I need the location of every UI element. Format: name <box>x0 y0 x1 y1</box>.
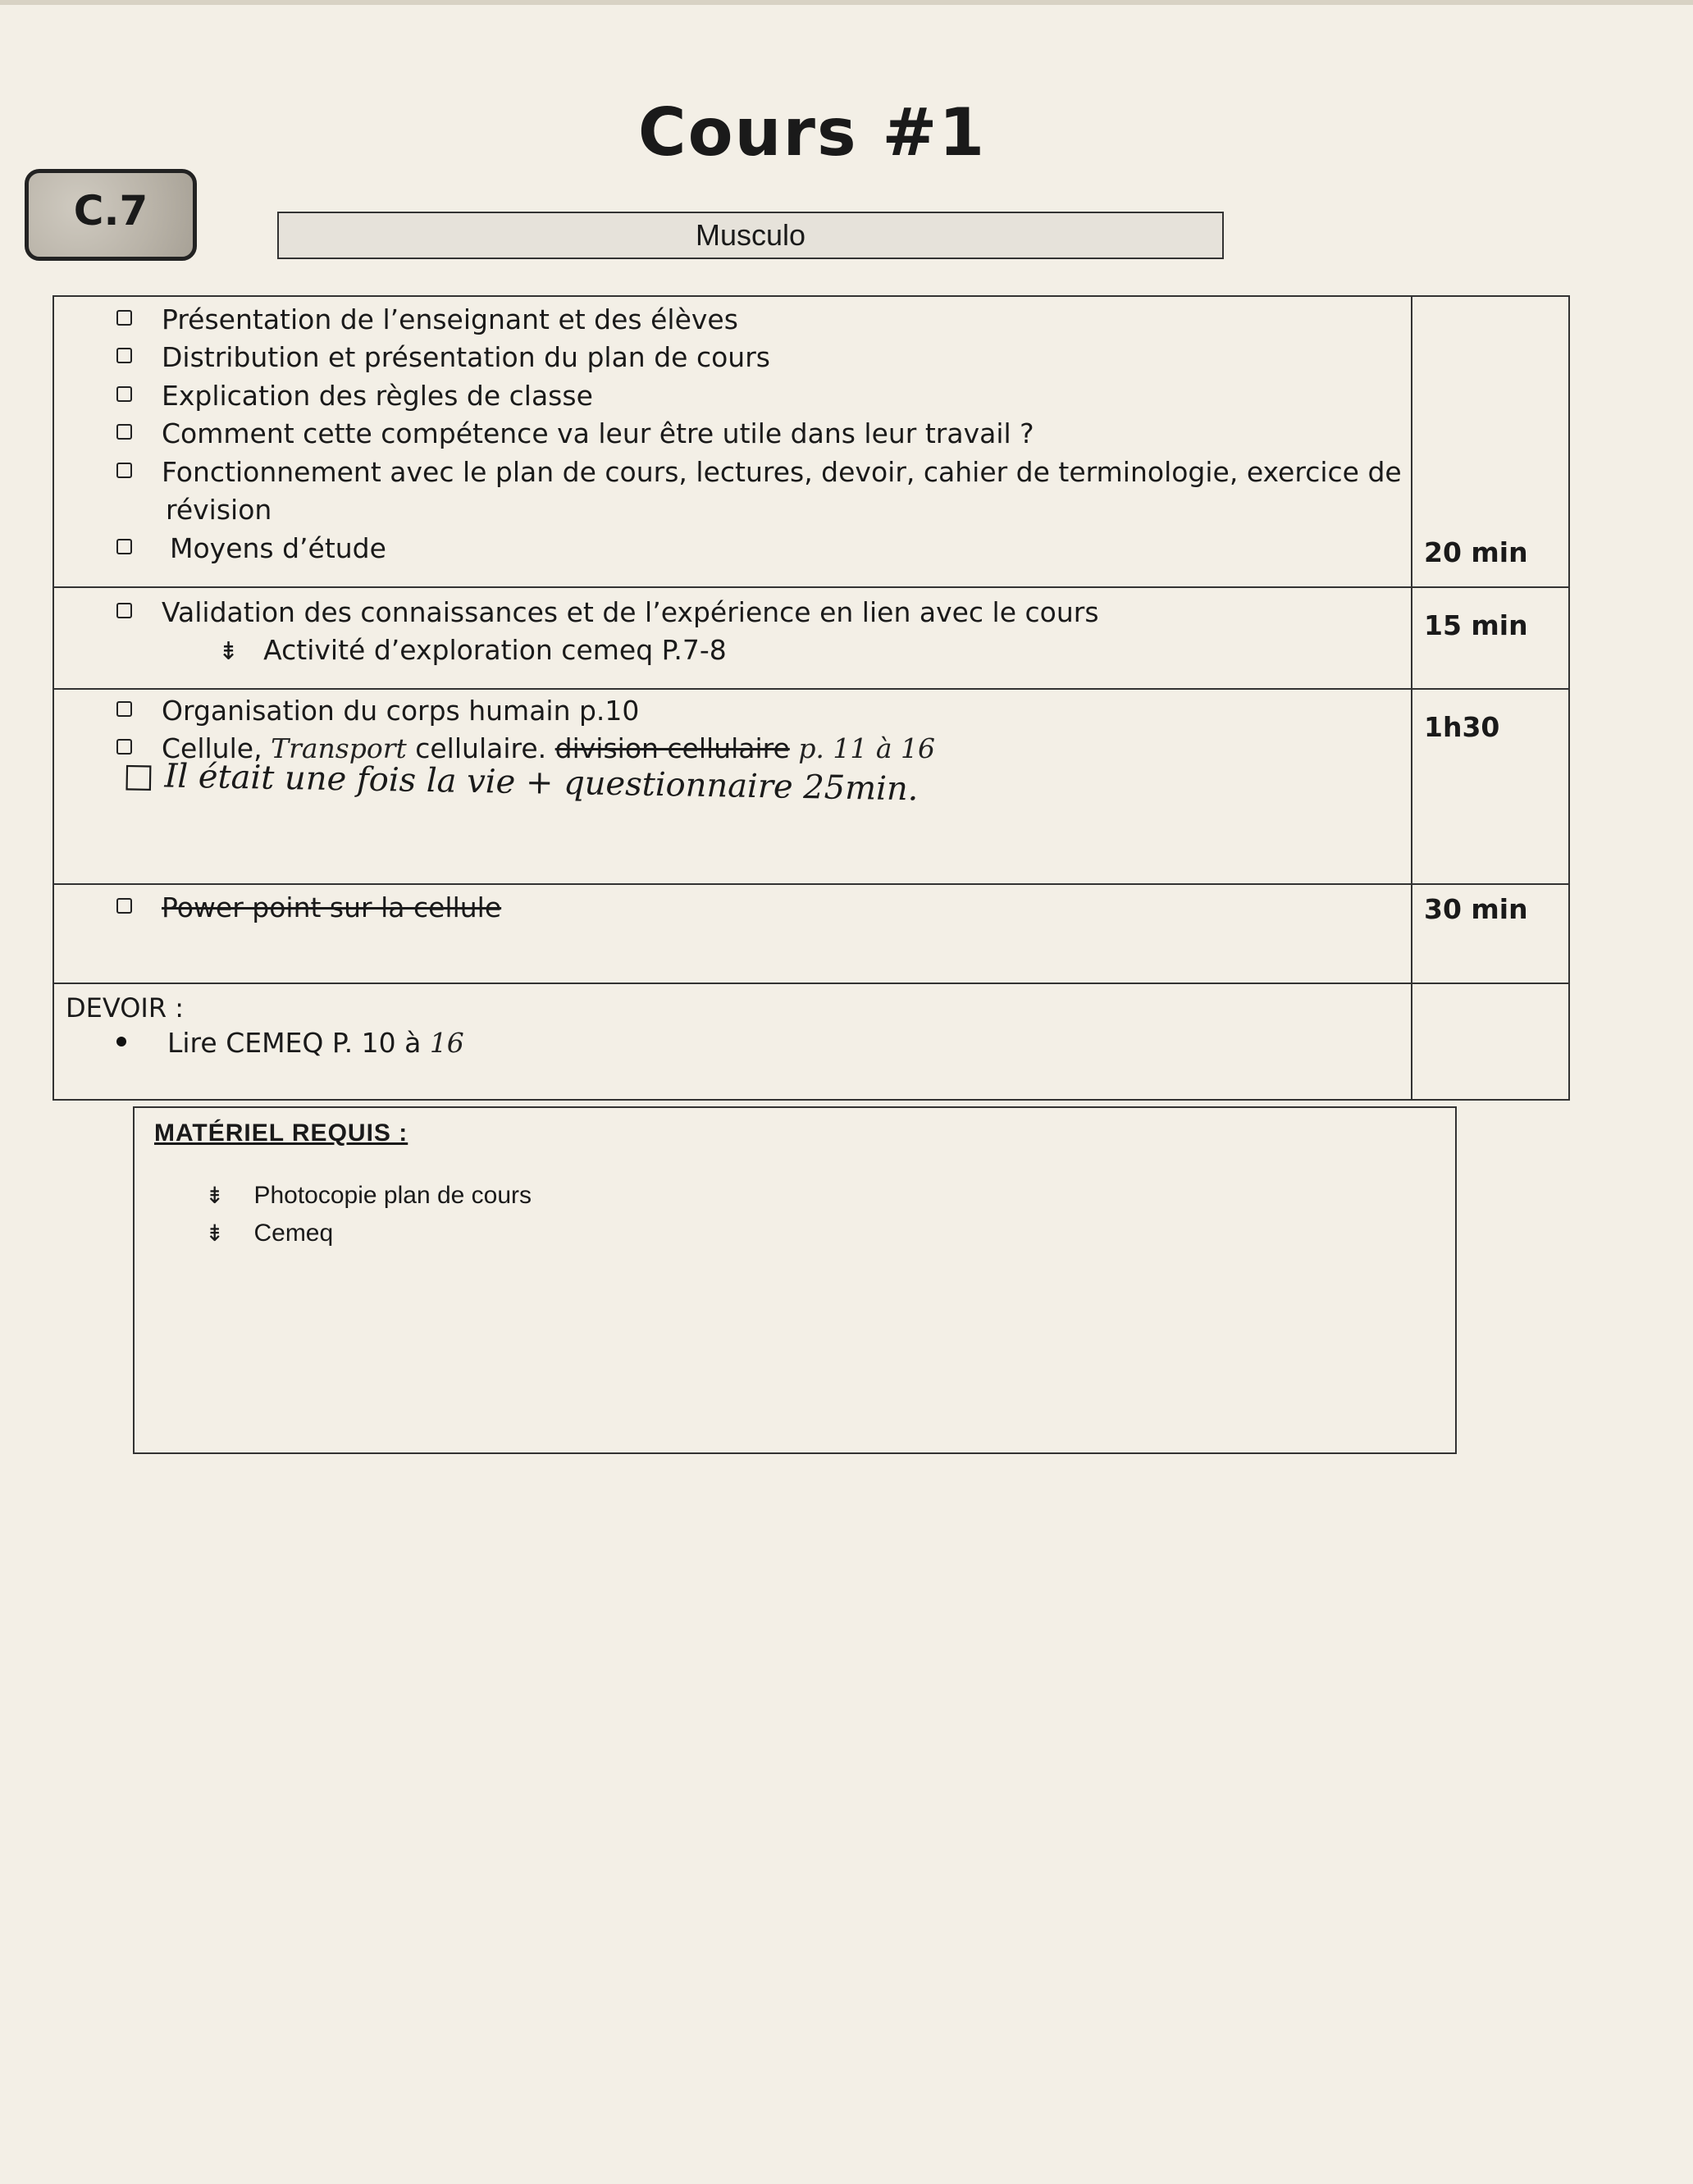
plan-row-devoir-content <box>54 984 1412 1099</box>
course-badge: C.7 <box>25 169 197 261</box>
materiel-box <box>133 1106 1457 1454</box>
devoir-label: DEVOIR : <box>66 992 184 1024</box>
duration-label: 20 min <box>1424 536 1528 568</box>
plan-row-3 <box>54 690 1568 885</box>
checklist-item <box>116 891 501 923</box>
checklist-item: Cellule, Transport cellulaire. division cellulaire p. 11 à 16 <box>116 732 935 764</box>
checkbox-icon[interactable] <box>116 701 132 717</box>
sub-item: ⇟ Activité d’exploration cemeq P.7-8 <box>218 634 727 666</box>
checkbox-icon[interactable] <box>116 424 132 440</box>
plan-row-devoir <box>54 984 1568 1099</box>
checklist-item-continuation: révision <box>166 494 272 526</box>
duration-label: 30 min <box>1424 893 1528 925</box>
checklist-item: Organisation du corps humain p.10 <box>116 695 639 727</box>
duration-label: 1h30 <box>1424 711 1500 743</box>
struck-text: Power point sur la cellule <box>162 891 502 923</box>
arrow-icon: ⇟ <box>205 1183 225 1208</box>
materiel-item: ⇟ Photocopie plan de cours <box>205 1182 532 1209</box>
plan-row-3-content <box>54 690 1412 883</box>
paper-edge <box>0 0 1693 5</box>
checklist-item: Validation des connaissances et de l’expérience en lien avec le cours <box>116 596 1099 628</box>
checkbox-icon[interactable] <box>116 463 132 478</box>
checkbox-icon[interactable] <box>116 603 132 618</box>
struck-text: division cellulaire <box>554 732 790 764</box>
devoir-item: Lire CEMEQ P. 10 à 16 <box>116 1027 464 1059</box>
checkbox-icon[interactable] <box>116 386 132 402</box>
duration-empty <box>1412 984 1568 1099</box>
materiel-item: ⇟ Cemeq <box>205 1220 334 1247</box>
lesson-plan-table <box>52 295 1570 1101</box>
checklist-item: Présentation de l’enseignant et des élèves <box>116 303 738 335</box>
checklist-item: Distribution et présentation du plan de cours <box>116 341 770 373</box>
plan-row-1 <box>54 297 1568 588</box>
checkbox-icon[interactable] <box>116 539 132 554</box>
bullet-icon <box>116 1037 126 1046</box>
page-title: Cours #1 <box>637 94 987 171</box>
subject-banner: Musculo <box>277 212 1224 259</box>
handwritten-pages: 16 <box>429 1027 464 1059</box>
plan-row-1-content <box>54 297 1412 586</box>
checklist-item: Moyens d’étude <box>116 532 386 564</box>
checklist-item: Fonctionnement avec le plan de cours, lectures, devoir, cahier de terminologie, exercice de <box>116 456 1402 488</box>
checkbox-icon[interactable] <box>116 898 132 914</box>
plan-row-4 <box>54 885 1568 984</box>
plan-row-2 <box>54 588 1568 690</box>
arrow-icon: ⇟ <box>218 637 240 666</box>
checkbox-icon[interactable] <box>116 348 132 363</box>
materiel-heading: MATÉRIEL REQUIS : <box>154 1119 408 1147</box>
checklist-item: Comment cette compétence va leur être utile dans leur travail ? <box>116 417 1034 449</box>
duration-label: 15 min <box>1424 609 1528 641</box>
arrow-icon: ⇟ <box>205 1220 225 1246</box>
checklist-item: Explication des règles de classe <box>116 380 593 412</box>
checkbox-icon[interactable] <box>116 739 132 755</box>
handwritten-insert: Transport <box>271 732 407 764</box>
plan-row-4-content <box>54 885 1412 983</box>
plan-row-2-content <box>54 588 1412 688</box>
checkbox-icon[interactable] <box>116 310 132 326</box>
handwritten-pages: p. 11 à 16 <box>798 732 936 764</box>
handwritten-note: □ Il était une fois la vie + questionnaire 25min. <box>122 756 919 809</box>
